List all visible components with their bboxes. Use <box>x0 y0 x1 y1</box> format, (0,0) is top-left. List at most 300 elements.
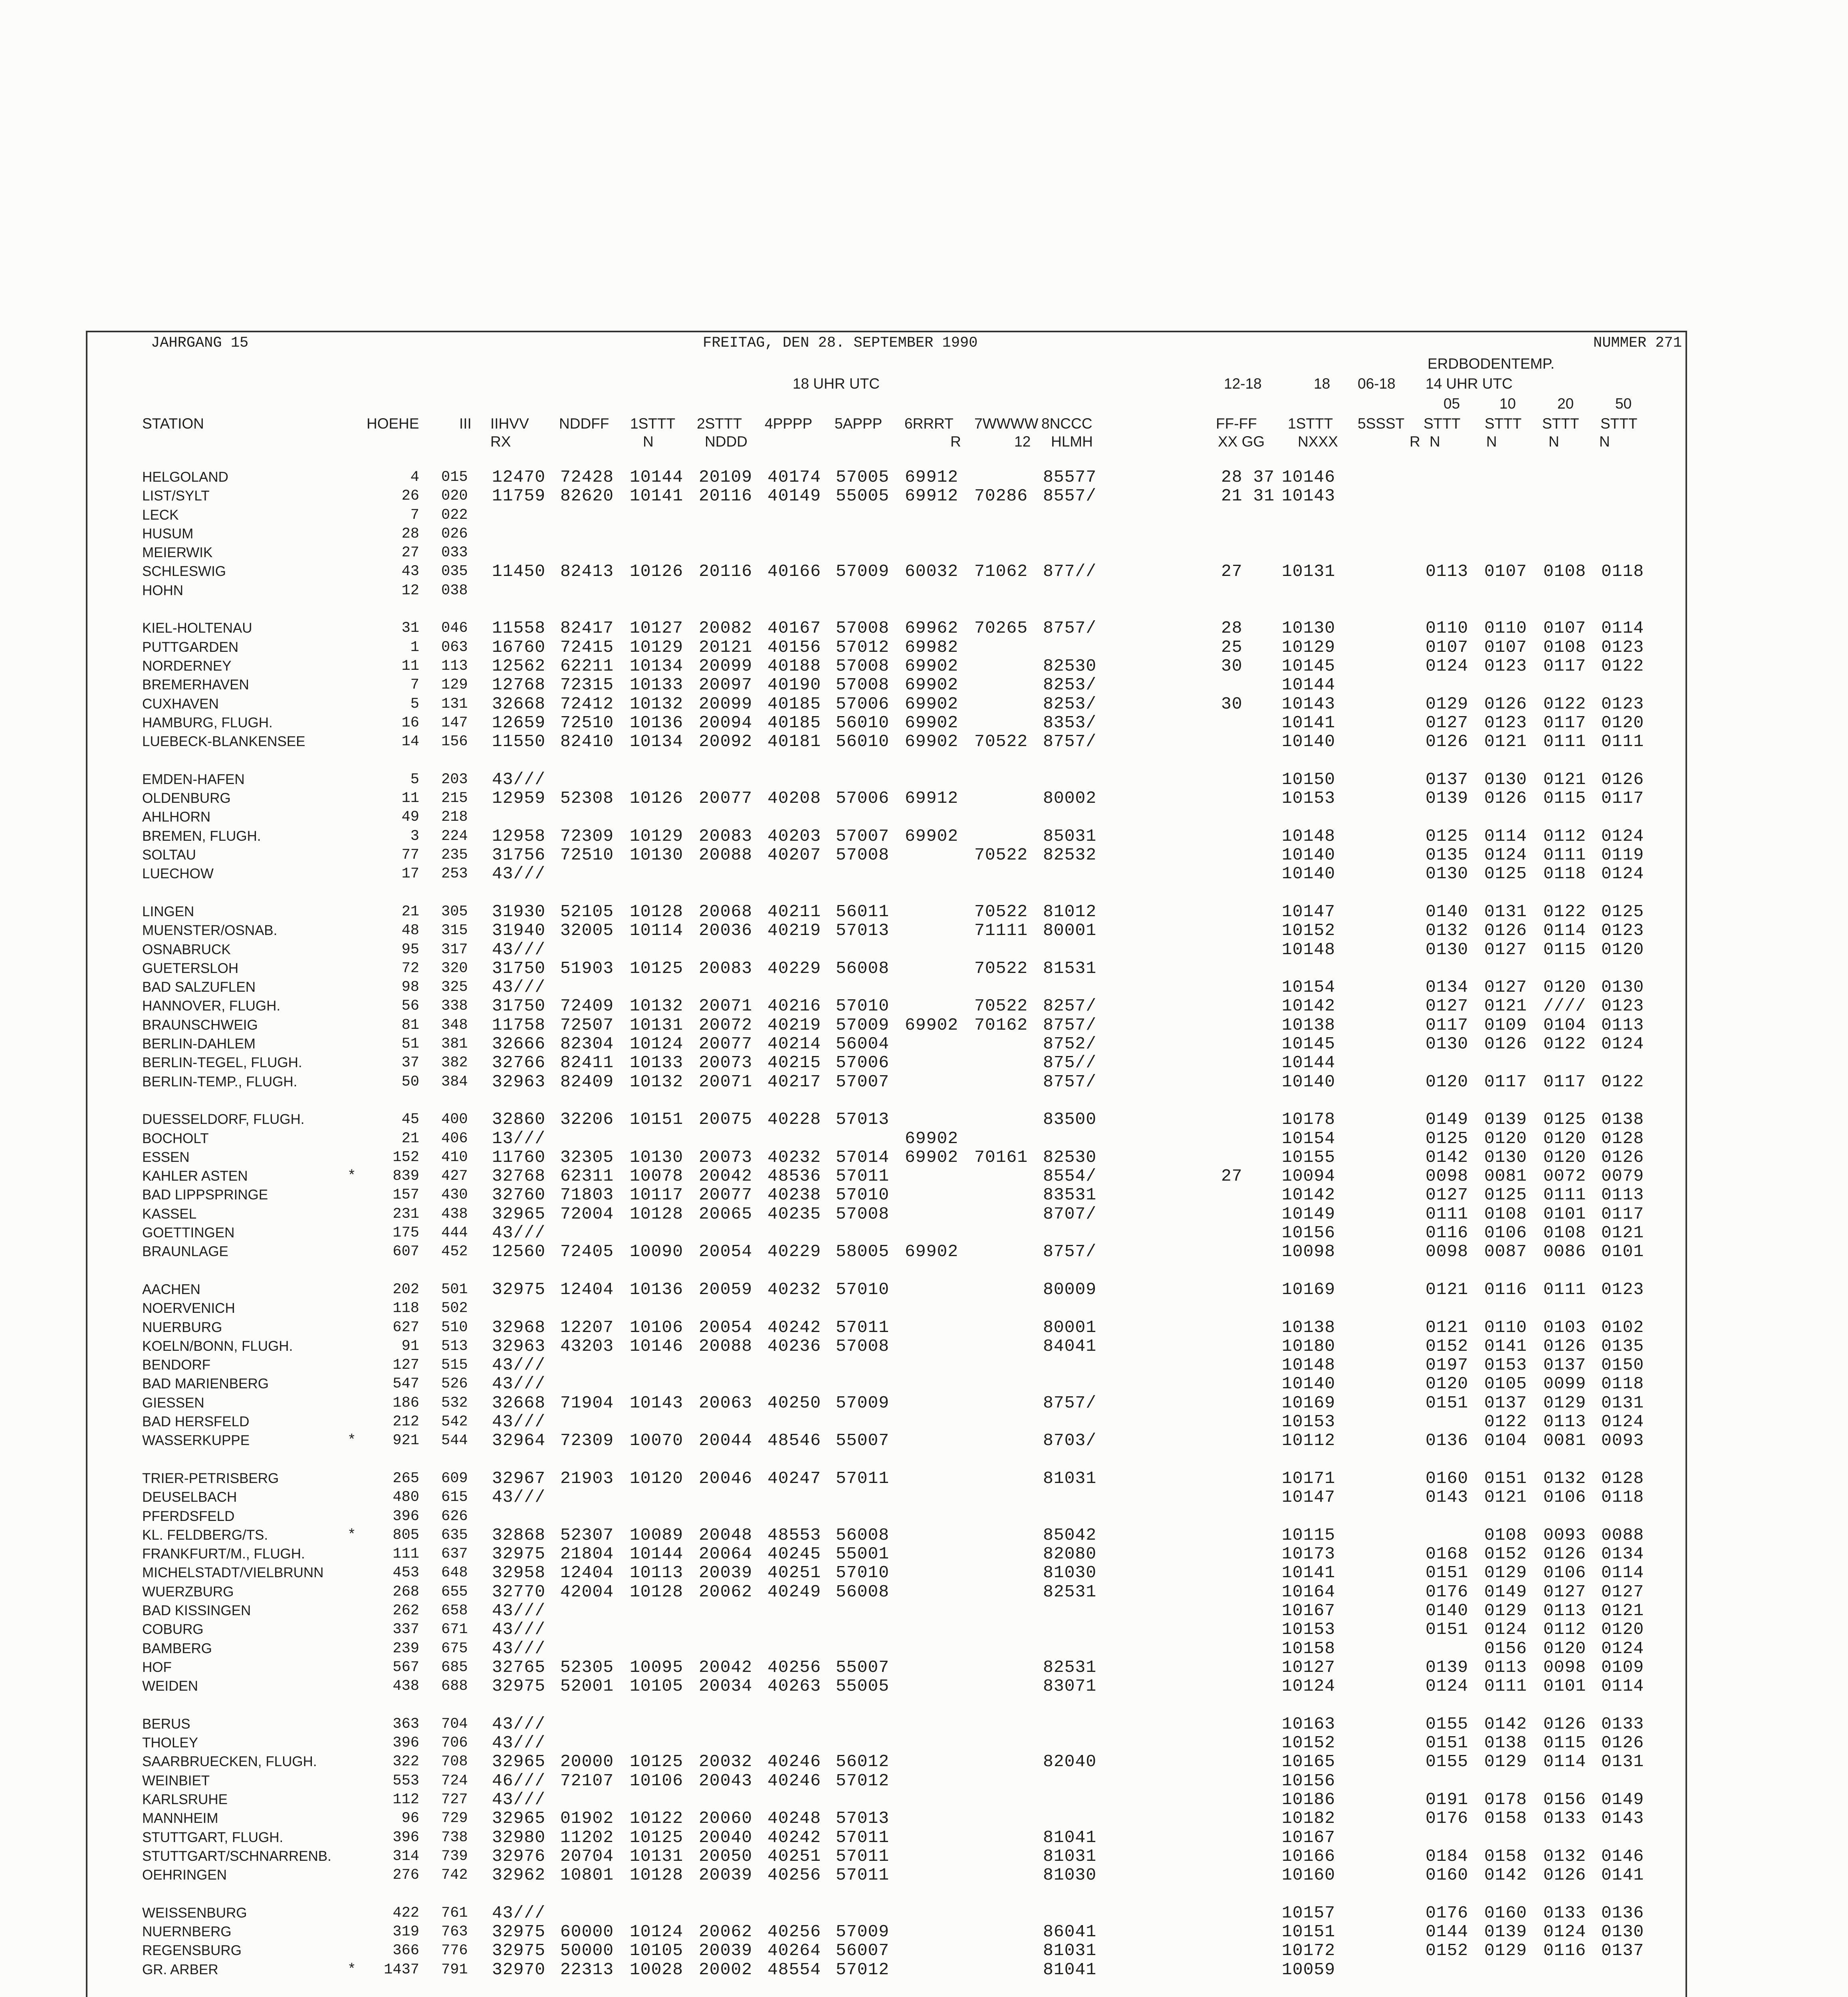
station-name: NOERVENICH <box>142 1300 235 1316</box>
cell-x1sttt: 10167 <box>1282 1601 1336 1620</box>
cell-ihvv: 12562 <box>492 656 546 676</box>
cell-temp-20: 0132 <box>1543 1469 1586 1488</box>
cell-ihvv: 32963 <box>492 1072 546 1092</box>
cell-x1sttt: 10140 <box>1282 1072 1336 1092</box>
cell-x1sttt: 10169 <box>1282 1393 1336 1413</box>
cell-ihvv: 43/// <box>492 1374 546 1394</box>
cell-1sttt: 10143 <box>630 1393 684 1413</box>
cell-2sttt: 20083 <box>699 826 753 846</box>
cell-5appp: 56012 <box>836 1752 890 1771</box>
cell-2sttt: 20088 <box>699 845 753 865</box>
cell-ihvv: 32965 <box>492 1204 546 1224</box>
table-row <box>0 1847 1848 1866</box>
cell-nddff: 62311 <box>560 1166 614 1186</box>
cell-x1sttt: 10153 <box>1282 788 1336 808</box>
station-height: 118 <box>393 1300 419 1317</box>
cell-2sttt: 20050 <box>699 1846 753 1866</box>
cell-8nccc: 81041 <box>1043 1960 1097 1979</box>
station-name: GOETTINGEN <box>142 1225 235 1241</box>
station-name: STUTTGART, FLUGH. <box>142 1830 284 1845</box>
cell-1sttt: 10090 <box>630 1242 684 1261</box>
cell-temp-05: 0176 <box>1426 1903 1469 1923</box>
cell-temp-10: 0110 <box>1484 618 1527 638</box>
cell-ff-gg: 30 <box>1221 656 1243 676</box>
table-row <box>0 1658 1848 1677</box>
station-height: 1437 <box>384 1961 419 1978</box>
col-iii: III <box>459 415 472 432</box>
cell-5appp: 57009 <box>836 562 890 581</box>
cell-temp-10: 0141 <box>1484 1336 1527 1356</box>
station-height: 112 <box>393 1791 419 1808</box>
station-name: BAD MARIENBERG <box>142 1376 269 1392</box>
cell-nddff: 71904 <box>560 1393 614 1413</box>
cell-1sttt: 10128 <box>630 1204 684 1224</box>
station-height: 396 <box>393 1829 419 1846</box>
cell-1sttt: 10130 <box>630 845 684 865</box>
cell-temp-05: 0144 <box>1426 1922 1469 1941</box>
table-row <box>0 1148 1848 1167</box>
station-name: DEUSELBACH <box>142 1489 237 1505</box>
cell-temp-05: 0152 <box>1426 1941 1469 1960</box>
cell-x1sttt: 10142 <box>1282 996 1336 1016</box>
cell-temp-10: 0137 <box>1484 1393 1527 1413</box>
cell-temp-05: 0151 <box>1426 1563 1469 1582</box>
station-name: BAD KISSINGEN <box>142 1603 251 1618</box>
cell-8nccc: 81030 <box>1043 1865 1097 1885</box>
cell-1sttt: 10132 <box>630 694 684 714</box>
cell-temp-10: 0114 <box>1484 826 1527 846</box>
cell-x1sttt: 10094 <box>1282 1166 1336 1186</box>
bergstation-marker: * <box>347 1432 356 1449</box>
col-20: 20 <box>1557 395 1574 412</box>
cell-x1sttt: 10059 <box>1282 1960 1336 1979</box>
cell-temp-20: 0124 <box>1543 1922 1586 1941</box>
cell-4pppp: 40188 <box>767 656 821 676</box>
station-name: MUENSTER/OSNAB. <box>142 923 278 938</box>
station-height: 7 <box>410 677 419 693</box>
cell-8nccc: 81031 <box>1043 1941 1097 1960</box>
cell-ihvv: 31756 <box>492 845 546 865</box>
cell-5appp: 57006 <box>836 694 890 714</box>
cell-4pppp: 40166 <box>767 562 821 581</box>
cell-temp-05: 0134 <box>1426 977 1469 997</box>
cell-x1sttt: 10147 <box>1282 902 1336 921</box>
station-index: 542 <box>441 1413 468 1430</box>
cell-2sttt: 20116 <box>699 486 753 506</box>
cell-8nccc: 84041 <box>1043 1336 1097 1356</box>
cell-x1sttt: 10138 <box>1282 1015 1336 1035</box>
station-index: 113 <box>441 658 468 675</box>
station-index: 400 <box>441 1111 468 1128</box>
col-7wwww: 7WWWW <box>974 415 1039 432</box>
cell-temp-50: 0122 <box>1601 656 1644 676</box>
cell-temp-50: 0128 <box>1601 1469 1644 1488</box>
cell-temp-20: 0072 <box>1543 1166 1586 1186</box>
cell-temp-20: 0107 <box>1543 618 1586 638</box>
station-name: GR. ARBER <box>142 1962 218 1977</box>
station-index: 635 <box>441 1527 468 1544</box>
cell-8nccc: 82530 <box>1043 656 1097 676</box>
cell-5appp: 57008 <box>836 618 890 638</box>
station-height: 7 <box>410 507 419 524</box>
cell-x1sttt: 10115 <box>1282 1525 1336 1545</box>
cell-2sttt: 20064 <box>699 1544 753 1564</box>
cell-8nccc: 85042 <box>1043 1525 1097 1545</box>
station-name: OEHRINGEN <box>142 1867 227 1883</box>
col-6rrrt: 6RRRT <box>904 415 954 432</box>
cell-2sttt: 20092 <box>699 732 753 751</box>
cell-2sttt: 20099 <box>699 694 753 714</box>
cell-4pppp: 40185 <box>767 694 821 714</box>
cell-temp-05: 0098 <box>1426 1242 1469 1261</box>
station-height: 21 <box>401 903 419 920</box>
table-row <box>0 789 1848 808</box>
cell-temp-50: 0149 <box>1601 1790 1644 1809</box>
cell-2sttt: 20062 <box>699 1582 753 1602</box>
group-18-uhr: 18 UHR UTC <box>793 375 880 392</box>
cell-temp-05: 0126 <box>1426 732 1469 751</box>
cell-temp-05: 0107 <box>1426 637 1469 657</box>
cell-7wwww: 70522 <box>974 996 1028 1016</box>
table-row <box>0 695 1848 713</box>
station-height: 98 <box>401 979 419 996</box>
cell-nddff: 32206 <box>560 1110 614 1129</box>
table-row <box>0 1073 1848 1091</box>
cell-x1sttt: 10152 <box>1282 1733 1336 1753</box>
cell-2sttt: 20042 <box>699 1166 753 1186</box>
station-name: HAMBURG, FLUGH. <box>142 715 273 731</box>
col-nddd: NDDD <box>705 433 748 450</box>
cell-temp-50: 0118 <box>1601 1487 1644 1507</box>
cell-temp-50: 0125 <box>1601 902 1644 921</box>
cell-1sttt: 10028 <box>630 1960 684 1979</box>
cell-8nccc: 8554/ <box>1043 1166 1097 1186</box>
cell-ihvv: 12560 <box>492 1242 546 1261</box>
group-erdboden: ERDBODENTEMP. <box>1428 355 1555 372</box>
station-height: 31 <box>401 620 419 637</box>
station-height: 11 <box>401 790 419 807</box>
cell-ihvv: 32975 <box>492 1922 546 1941</box>
cell-x1sttt: 10154 <box>1282 977 1336 997</box>
cell-temp-20: 0108 <box>1543 562 1586 581</box>
cell-ihvv: 43/// <box>492 1487 546 1507</box>
cell-ihvv: 32958 <box>492 1563 546 1582</box>
cell-ihvv: 43/// <box>492 1790 546 1809</box>
cell-x1sttt: 10145 <box>1282 1034 1336 1054</box>
cell-temp-10: 0121 <box>1484 1487 1527 1507</box>
cell-x1sttt: 10167 <box>1282 1828 1336 1847</box>
cell-ff-gg: 25 <box>1221 637 1243 657</box>
table-row <box>0 959 1848 978</box>
station-index: 147 <box>441 715 468 731</box>
station-index: 381 <box>441 1036 468 1052</box>
cell-nddff: 72309 <box>560 826 614 846</box>
station-index: 526 <box>441 1376 468 1392</box>
cell-temp-20: 0120 <box>1543 1129 1586 1148</box>
cell-temp-20: 0121 <box>1543 770 1586 789</box>
col-n-10: N <box>1486 433 1497 450</box>
cell-4pppp: 40247 <box>767 1469 821 1488</box>
cell-7wwww: 70286 <box>974 486 1028 506</box>
station-name: LINGEN <box>142 904 194 919</box>
cell-temp-10: 0121 <box>1484 732 1527 751</box>
table-row <box>0 1054 1848 1072</box>
cell-4pppp: 40190 <box>767 675 821 695</box>
cell-temp-10: 0130 <box>1484 770 1527 789</box>
cell-nddff: 12404 <box>560 1563 614 1582</box>
table-row <box>0 1469 1848 1488</box>
cell-temp-50: 0118 <box>1601 562 1644 581</box>
cell-temp-10: 0129 <box>1484 1941 1527 1960</box>
table-row <box>0 1507 1848 1526</box>
cell-temp-05: 0197 <box>1426 1355 1469 1375</box>
cell-ihvv: 12659 <box>492 713 546 732</box>
cell-2sttt: 20099 <box>699 656 753 676</box>
col-nxxx: NXXX <box>1298 433 1338 450</box>
cell-ihvv: 31750 <box>492 996 546 1016</box>
cell-temp-10: 0158 <box>1484 1808 1527 1828</box>
cell-5appp: 57008 <box>836 845 890 865</box>
station-height: 49 <box>401 809 419 826</box>
cell-1sttt: 10128 <box>630 902 684 921</box>
cell-8nccc: 875// <box>1043 1053 1097 1072</box>
cell-ihvv: 11760 <box>492 1147 546 1167</box>
col-r2: R <box>1410 433 1420 450</box>
cell-5appp: 57010 <box>836 996 890 1016</box>
cell-ihvv: 32668 <box>492 694 546 714</box>
cell-temp-20: 0116 <box>1543 1941 1586 1960</box>
cell-5appp: 55005 <box>836 486 890 506</box>
cell-x1sttt: 10154 <box>1282 1129 1336 1148</box>
cell-x1sttt: 10157 <box>1282 1903 1336 1923</box>
cell-nddff: 82411 <box>560 1053 614 1072</box>
cell-temp-10: 0153 <box>1484 1355 1527 1375</box>
cell-temp-05: 0176 <box>1426 1808 1469 1828</box>
station-index: 791 <box>441 1961 468 1978</box>
cell-6rrrt: 69902 <box>905 656 959 676</box>
cell-4pppp: 48536 <box>767 1166 821 1186</box>
table-row <box>0 1904 1848 1922</box>
cell-1sttt: 10131 <box>630 1846 684 1866</box>
cell-temp-10: 0126 <box>1484 694 1527 714</box>
cell-temp-05: 0130 <box>1426 940 1469 959</box>
cell-temp-50: 0093 <box>1601 1431 1644 1450</box>
cell-5appp: 57012 <box>836 1771 890 1791</box>
cell-5appp: 57010 <box>836 1563 890 1582</box>
col-1sttt: 1STTT <box>630 415 676 432</box>
cell-temp-05: 0151 <box>1426 1733 1469 1753</box>
cell-temp-05: 0125 <box>1426 826 1469 846</box>
station-height: 422 <box>393 1905 419 1922</box>
cell-temp-50: 0124 <box>1601 1034 1644 1054</box>
station-index: 046 <box>441 620 468 637</box>
station-height: 1 <box>410 639 419 656</box>
cell-2sttt: 20034 <box>699 1676 753 1696</box>
station-index: 648 <box>441 1564 468 1581</box>
station-index: 688 <box>441 1678 468 1695</box>
cell-x1sttt: 10144 <box>1282 675 1336 695</box>
cell-ihvv: 32860 <box>492 1110 546 1129</box>
cell-temp-20: 0126 <box>1543 1336 1586 1356</box>
station-height: 48 <box>401 922 419 939</box>
cell-temp-05: 0110 <box>1426 618 1469 638</box>
cell-temp-20: 0081 <box>1543 1431 1586 1450</box>
station-index: 015 <box>441 469 468 486</box>
cell-temp-10: 0123 <box>1484 656 1527 676</box>
cell-x1sttt: 10172 <box>1282 1941 1336 1960</box>
cell-temp-10: 0126 <box>1484 921 1527 940</box>
table-row <box>0 544 1848 562</box>
cell-8nccc: 8757/ <box>1043 1393 1097 1413</box>
station-height: 26 <box>401 488 419 504</box>
cell-temp-05: 0116 <box>1426 1223 1469 1243</box>
cell-temp-05: 0124 <box>1426 1676 1469 1696</box>
cell-nddff: 72107 <box>560 1771 614 1791</box>
cell-ihvv: 32967 <box>492 1469 546 1488</box>
table-row <box>0 1413 1848 1431</box>
cell-2sttt: 20071 <box>699 996 753 1016</box>
cell-nddff: 71803 <box>560 1185 614 1205</box>
cell-x1sttt: 10138 <box>1282 1318 1336 1337</box>
cell-temp-05: 0127 <box>1426 1185 1469 1205</box>
cell-ihvv: 11550 <box>492 732 546 751</box>
cell-nddff: 72510 <box>560 713 614 732</box>
cell-temp-50: 0123 <box>1601 637 1644 657</box>
cell-ihvv: 32666 <box>492 1034 546 1054</box>
table-row <box>0 1186 1848 1204</box>
cell-1sttt: 10133 <box>630 675 684 695</box>
table-row <box>0 1488 1848 1507</box>
cell-1sttt: 10078 <box>630 1166 684 1186</box>
station-name: PFERDSFELD <box>142 1509 235 1524</box>
cell-2sttt: 20068 <box>699 902 753 921</box>
cell-8nccc: 80002 <box>1043 788 1097 808</box>
cell-8nccc: 83071 <box>1043 1676 1097 1696</box>
station-index: 544 <box>441 1432 468 1449</box>
cell-2sttt: 20071 <box>699 1072 753 1092</box>
cell-ihvv: 32964 <box>492 1431 546 1450</box>
station-height: 268 <box>393 1584 419 1600</box>
table-row <box>0 562 1848 581</box>
cell-temp-50: 0120 <box>1601 940 1644 959</box>
cell-5appp: 57010 <box>836 1280 890 1299</box>
cell-temp-05: 0129 <box>1426 694 1469 714</box>
cell-1sttt: 10141 <box>630 486 684 506</box>
table-row <box>0 1035 1848 1053</box>
table-row <box>0 714 1848 732</box>
cell-1sttt: 10114 <box>630 921 684 940</box>
cell-temp-20: 0120 <box>1543 977 1586 997</box>
cell-ihvv: 43/// <box>492 940 546 959</box>
station-index: 671 <box>441 1621 468 1638</box>
station-name: NUERBURG <box>142 1320 222 1335</box>
cell-temp-10: 0151 <box>1484 1469 1527 1488</box>
cell-nddff: 72405 <box>560 1242 614 1261</box>
cell-2sttt: 20077 <box>699 788 753 808</box>
cell-temp-50: 0121 <box>1601 1601 1644 1620</box>
cell-4pppp: 40214 <box>767 1034 821 1054</box>
group-06-18: 06-18 <box>1358 375 1396 392</box>
cell-temp-05: 0132 <box>1426 921 1469 940</box>
cell-8nccc: 80001 <box>1043 1318 1097 1337</box>
station-height: 157 <box>393 1187 419 1203</box>
station-name: CUXHAVEN <box>142 696 219 712</box>
cell-temp-10: 0142 <box>1484 1714 1527 1734</box>
cell-x1sttt: 10141 <box>1282 1563 1336 1582</box>
station-index: 510 <box>441 1319 468 1336</box>
station-height: 5 <box>410 696 419 713</box>
station-name: THOLEY <box>142 1735 198 1751</box>
cell-temp-50: 0113 <box>1601 1185 1644 1205</box>
cell-x1sttt: 10098 <box>1282 1242 1336 1261</box>
cell-7wwww: 70265 <box>974 618 1028 638</box>
cell-ihvv: 16760 <box>492 637 546 657</box>
cell-x1sttt: 10124 <box>1282 1676 1336 1696</box>
table-row <box>0 1375 1848 1393</box>
cell-x1sttt: 10163 <box>1282 1714 1336 1734</box>
station-index: 675 <box>441 1640 468 1657</box>
cell-temp-10: 0105 <box>1484 1374 1527 1394</box>
cell-4pppp: 40242 <box>767 1828 821 1847</box>
station-height: 4 <box>410 469 419 486</box>
cell-5appp: 57006 <box>836 1053 890 1072</box>
cell-1sttt: 10133 <box>630 1053 684 1072</box>
cell-8nccc: 8353/ <box>1043 713 1097 732</box>
cell-x1sttt: 10140 <box>1282 732 1336 751</box>
cell-7wwww: 70522 <box>974 845 1028 865</box>
cell-nddff: 51903 <box>560 959 614 978</box>
cell-temp-50: 0121 <box>1601 1223 1644 1243</box>
cell-temp-50: 0123 <box>1601 996 1644 1016</box>
cell-temp-05: 0136 <box>1426 1431 1469 1450</box>
cell-1sttt: 10106 <box>630 1318 684 1337</box>
cell-temp-10: 0113 <box>1484 1658 1527 1677</box>
cell-ihvv: 32760 <box>492 1185 546 1205</box>
cell-temp-20: 0113 <box>1543 1412 1586 1431</box>
station-index: 685 <box>441 1659 468 1676</box>
table-row <box>0 487 1848 505</box>
cell-temp-10: 0122 <box>1484 1412 1527 1431</box>
cell-ihvv: 32668 <box>492 1393 546 1413</box>
cell-2sttt: 20042 <box>699 1658 753 1677</box>
cell-8nccc: 8253/ <box>1043 675 1097 695</box>
station-name: BERLIN-TEMP., FLUGH. <box>142 1074 297 1090</box>
station-name: BRAUNLAGE <box>142 1244 228 1259</box>
cell-x1sttt: 10143 <box>1282 486 1336 506</box>
cell-temp-20: 0111 <box>1543 1280 1586 1299</box>
cell-5appp: 57012 <box>836 1960 890 1979</box>
cell-2sttt: 20039 <box>699 1865 753 1885</box>
cell-1sttt: 10130 <box>630 1147 684 1167</box>
cell-2sttt: 20039 <box>699 1563 753 1582</box>
cell-ihvv: 12470 <box>492 467 546 487</box>
cell-nddff: 20000 <box>560 1752 614 1771</box>
cell-1sttt: 10136 <box>630 713 684 732</box>
cell-ihvv: 32968 <box>492 1318 546 1337</box>
station-name: BAD LIPPSPRINGE <box>142 1187 268 1203</box>
cell-ihvv: 32975 <box>492 1280 546 1299</box>
station-height: 607 <box>393 1243 419 1260</box>
cell-temp-50: 0138 <box>1601 1110 1644 1129</box>
cell-1sttt: 10125 <box>630 1828 684 1847</box>
cell-temp-10: 0129 <box>1484 1752 1527 1771</box>
station-name: STUTTGART/SCHNARRENB. <box>142 1848 331 1864</box>
cell-temp-10: 0158 <box>1484 1846 1527 1866</box>
station-index: 410 <box>441 1149 468 1166</box>
cell-4pppp: 40235 <box>767 1204 821 1224</box>
cell-4pppp: 40229 <box>767 1242 821 1261</box>
station-height: 553 <box>393 1773 419 1789</box>
